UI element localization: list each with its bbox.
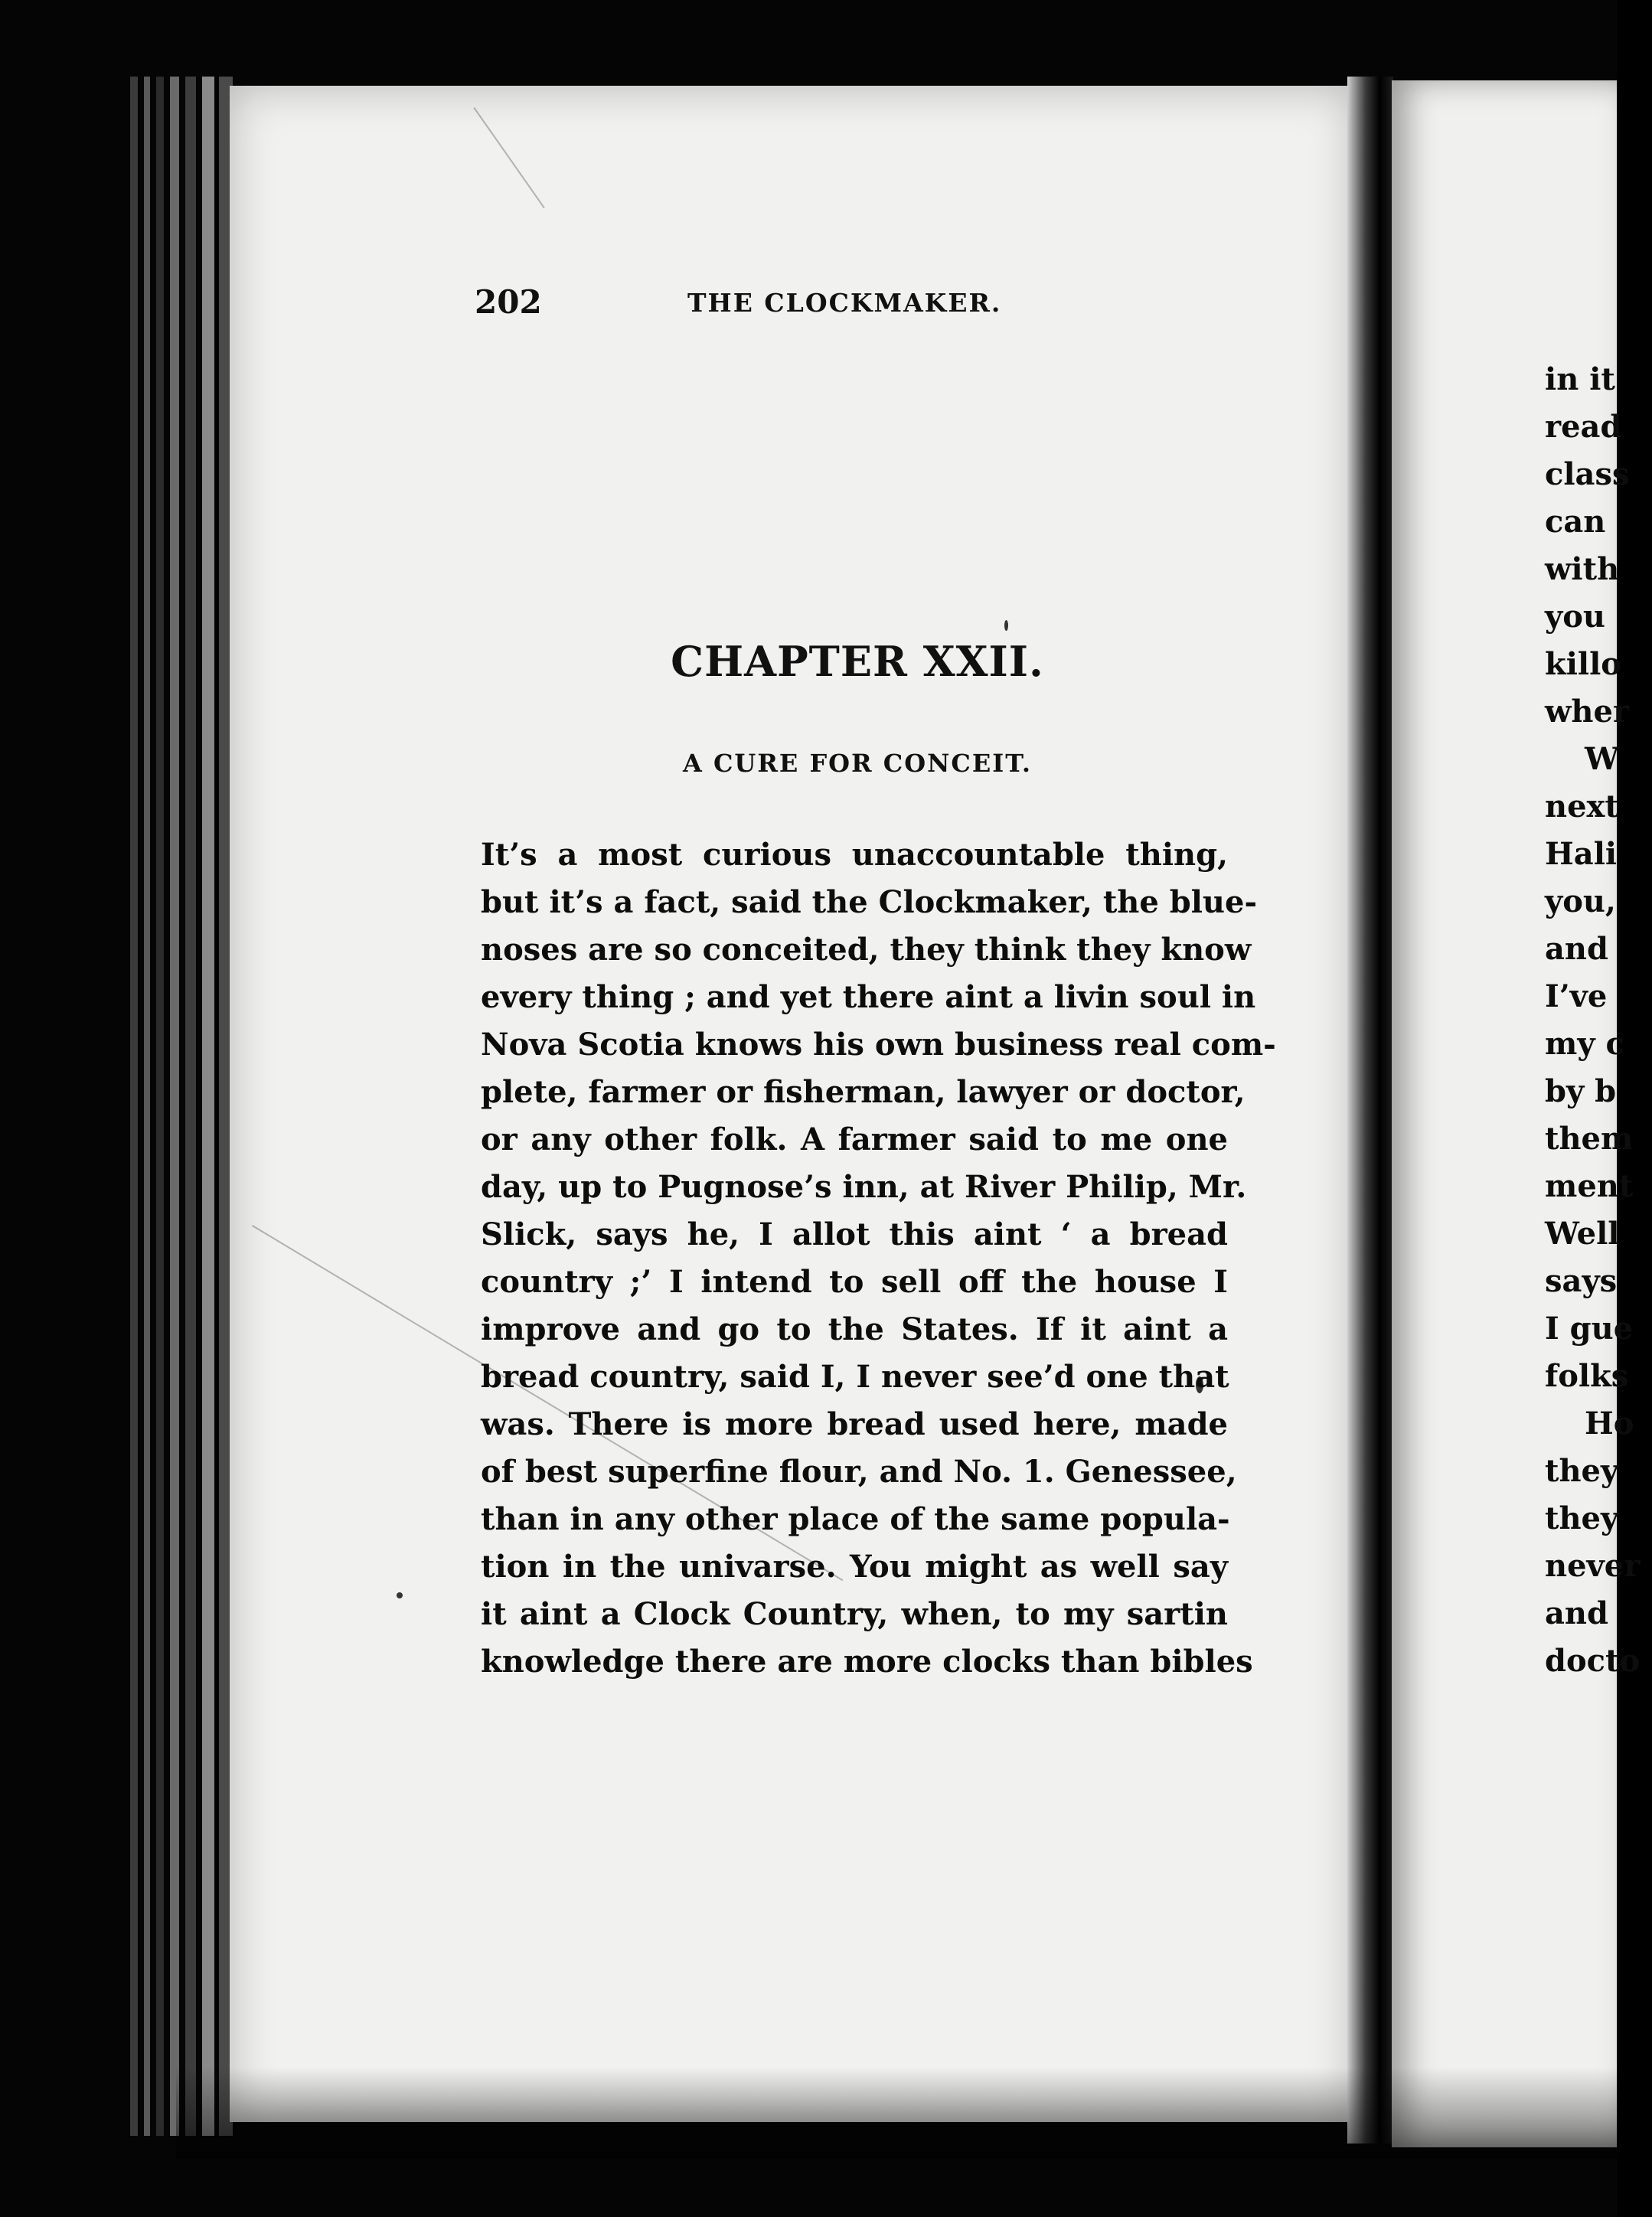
text-line: than in any other place of the same popula- [481,1501,1230,1537]
book-gutter [1347,77,1393,2144]
text-line: plete, farmer or fisherman, lawyer or doctor, [481,1074,1246,1110]
text-line: killo [1545,646,1621,682]
text-line: never [1545,1548,1641,1584]
page-bottom-shadow [176,2067,1617,2159]
text-line: country ;’ I intend to sell off the house I [481,1264,1228,1300]
text-line: improve and go to the States. If it aint a [481,1311,1228,1347]
text-line: by b [1545,1073,1617,1109]
text-line: Ho [1585,1406,1634,1442]
text-line: ment [1545,1168,1634,1204]
text-line: they [1545,1453,1619,1489]
text-line: Slick, says he, I allot this aint ‘ a bread [481,1216,1228,1252]
text-line: bread country, said I, I never see’d one that [481,1359,1229,1395]
chapter-title: CHAPTER XXII. [671,637,1044,686]
text-line: or any other folk. A farmer said to me one [481,1122,1228,1157]
text-line: I gue [1545,1311,1634,1347]
text-line: day, up to Pugnose’s inn, at River Philip, Mr. [481,1169,1247,1205]
text-line: I’ve [1545,978,1608,1014]
text-line: folks [1545,1358,1629,1394]
right-page-text-fragment [1545,356,1652,1685]
text-line: can [1545,504,1606,540]
text-line: was. There is more bread used here, made [481,1406,1228,1442]
text-line: but it’s a fact, said the Clockmaker, the blue- [481,884,1258,920]
text-line: it aint a Clock Country, when, to my sartin [481,1596,1228,1632]
text-line: and [1545,931,1608,967]
page-number: 202 [475,283,542,321]
chapter-subtitle: A CURE FOR CONCEIT. [682,749,1033,778]
chapter-body-text [481,831,1276,1686]
text-line: Well [1545,1216,1620,1252]
scan-speck [1004,620,1008,631]
text-line: they [1545,1500,1619,1536]
text-line: my c [1545,1026,1624,1062]
text-line: Nova Scotia knows his own business real com- [481,1027,1276,1063]
text-line: It’s a most curious unaccountable thing, [481,837,1228,873]
running-head-title: THE CLOCKMAKER. [687,288,1002,318]
text-line: noses are so conceited, they think they know [481,932,1252,968]
text-line: Hali [1545,836,1618,872]
text-line: them [1545,1121,1634,1157]
text-line: and [1545,1595,1608,1631]
text-line: next [1545,789,1619,824]
text-line: read [1545,409,1622,445]
text-line: with [1545,551,1620,587]
scan-speck [397,1592,403,1598]
text-line: knowledge there are more clocks than bibles [481,1644,1253,1680]
text-line: of best superfine flour, and No. 1. Genessee, [481,1454,1237,1490]
text-line: you [1545,599,1606,635]
text-line: class [1545,456,1630,492]
text-line: you, [1545,883,1616,919]
text-line: every thing ; and yet there aint a livin soul in [481,979,1256,1015]
text-line: in it [1545,361,1615,397]
text-line: W [1585,741,1619,777]
text-line: wher [1545,694,1630,730]
text-line: says [1545,1263,1618,1299]
text-line: docto [1545,1643,1641,1679]
text-line: tion in the univarse. You might as well say [481,1549,1228,1585]
